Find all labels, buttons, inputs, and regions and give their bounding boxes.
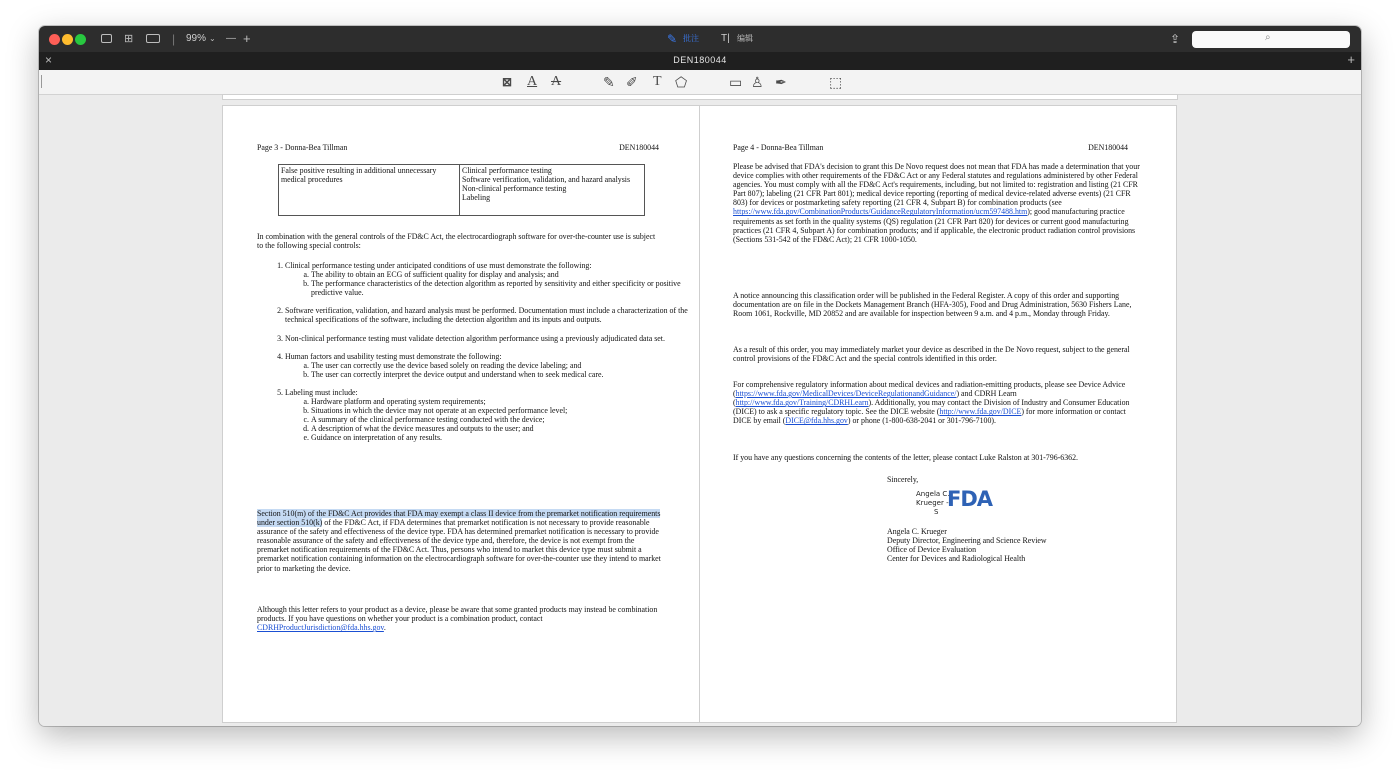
document-tab[interactable]: DEN180044 — [673, 55, 727, 65]
grid-view-icon[interactable]: ⊞ — [124, 33, 134, 45]
page-header-left: Page 4 - Donna-Bea Tillman — [733, 143, 824, 152]
titlebar — [39, 26, 1361, 52]
pencil-tool-icon[interactable]: ✎ — [603, 74, 615, 90]
fda-logo: FDA — [947, 487, 993, 511]
sub-list-item: e. Guidance on interpretation of any results. — [311, 433, 689, 442]
new-tab-button[interactable]: + — [1347, 52, 1355, 67]
app-window — [39, 26, 1361, 726]
list-item-text: Human factors and usability testing must demonstrate the following: — [285, 351, 502, 361]
sub-list-item: a. The user can correctly use the device based solely on reading the device labeling; and — [311, 361, 689, 370]
device-advice-link[interactable]: https://www.fda.gov/MedicalDevices/DeviceRegulationandGuidance/ — [735, 389, 957, 399]
underline-tool-icon[interactable]: A — [527, 74, 538, 89]
list-item — [285, 261, 689, 297]
chevron-down-icon[interactable]: ⌄ — [209, 34, 216, 43]
sub-list-item: c. A summary of the clinical performance testing conducted with the device; — [311, 415, 689, 424]
list-item-text: Non-clinical performance testing must validate detection algorithm performance using a previously adjudicated data set. — [285, 333, 665, 343]
signer-center: Center for Devices and Radiological Health — [887, 554, 1026, 564]
federal-register-paragraph: A notice announcing this classification order will be published in the Federal Register. A copy of this order and supporting documentation are on file in the Dockets Management Branch (HFA-305), Food and Drug Administration, 5630 Fishers Lane, Room 1061, Rockville, MD 20852 and are available for inspection between 9 a.m. and 4 p.m., Monday through Friday. — [733, 291, 1132, 319]
table-line: Non-clinical performance testing — [462, 184, 567, 194]
page-layout-icon[interactable] — [146, 34, 160, 43]
tab-bar — [39, 52, 1361, 70]
signer-office: Office of Device Evaluation — [887, 545, 977, 555]
search-input[interactable] — [1192, 31, 1350, 48]
table-line: Clinical performance testing — [462, 166, 552, 175]
combination-products-link[interactable]: https://www.fda.gov/CombinationProducts/GuidanceRegulatoryInformation/ucm597488.htm — [733, 207, 1028, 217]
sub-list-item: b. Situations in which the device may not operate at an expected performance level; — [311, 406, 689, 415]
list-item — [285, 306, 689, 324]
close-window-button[interactable] — [49, 34, 60, 45]
previous-page-bottom — [223, 95, 1177, 99]
paragraph-text: of the FD&C Act, if FDA determines that premarket notification is not necessary to provide reasonable assurance of the safety and effectiveness of the device type. FDA has determined premarket notification is necessary to provide reasonable assurance of the safety and effectiveness of the device type and, therefore, the device is not exempt from the premarket notification requirements of the FD&C Act. Thus, persons who intend to market this device type must submit a premarket notification containing information on the electrocardiograph software for over-the-counter use they intend to market prior to marketing the device. — [257, 518, 661, 573]
dice-email-link[interactable]: DICE@fda.hhs.gov — [785, 416, 848, 426]
list-item-text: Software verification, validation, and hazard analysis must be performed. Documentation must include a characterization of the technical specifications of the software, including the detection algorithm and its inputs and outputs. — [285, 306, 688, 325]
section-510m-paragraph — [257, 509, 663, 573]
paragraph-text: ); good manufacturing practice requirements as set forth in the quality systems (QS) regulation (21 CFR Part 820) for devices or current good manufacturing practices (21 CFR 4, Subpart A) for combination products; and if applicable, the electronic product radiation control provisions (Sections 531-542 of the FD&C Act); 21 CFR 1000-1050. — [733, 207, 1136, 244]
edit-tab[interactable]: 编辑 — [737, 34, 753, 43]
zoom-out-button[interactable]: — — [226, 33, 236, 44]
paragraph-text: ) and CDRH Learn ( — [733, 389, 1017, 408]
left-edge-divider — [41, 75, 42, 88]
market-device-paragraph: As a result of this order, you may immediately market your device as described in the De Novo request, subject to the general control provisions of the FD&C Act and the special controls identified in this order. — [733, 345, 1130, 364]
paragraph-text: . — [383, 623, 386, 633]
text-box-tool-icon[interactable]: ⊠ — [502, 75, 513, 89]
cdrh-learn-link[interactable]: http://www.fda.gov/Training/CDRHLearn — [735, 398, 869, 408]
sub-list-item: a. The ability to obtain an ECG of sufficient quality for display and analysis; and — [311, 270, 689, 279]
sub-list-item: b. The performance characteristics of the detection algorithm as reported by sensitivity and either specificity or positive predictive value. — [311, 279, 689, 297]
table-cell-risk: False positive resulting in additional unnecessary medical procedures — [279, 165, 460, 216]
page-4 — [700, 106, 1176, 722]
list-item — [285, 334, 689, 343]
text-tool-icon[interactable]: T — [653, 74, 662, 89]
risk-mitigation-table — [278, 164, 645, 216]
minimize-window-button[interactable] — [62, 34, 73, 45]
combination-product-paragraph — [257, 605, 663, 632]
sub-list-item: d. A description of what the device measures and outputs to the user; and — [311, 424, 689, 433]
share-icon[interactable]: ⇪ — [1170, 32, 1181, 46]
sidebar-toggle-icon[interactable] — [101, 34, 112, 43]
list-item-text: Clinical performance testing under anticipated conditions of use must demonstrate the following: — [285, 261, 592, 270]
page-header-right: DEN180044 — [1088, 143, 1128, 152]
toolbar-divider: | — [172, 32, 176, 46]
highlighter-tool-icon[interactable]: ✐ — [626, 74, 638, 90]
special-controls-intro: In combination with the general controls of the FD&C Act, the electrocardiograph software for over-the-counter use is subject to the following special controls: — [257, 232, 656, 251]
dice-website-link[interactable]: http://www.fda.gov/DICE — [939, 407, 1022, 417]
paragraph-text: ) for more information or contact DICE by email ( — [733, 407, 1126, 426]
paragraph-text: For comprehensive regulatory information about medical devices and radiation-emitting products, please see Device Advice ( — [733, 380, 1126, 399]
signer-block — [887, 527, 1047, 563]
close-tab-icon[interactable]: × — [45, 53, 53, 67]
list-item-text: Labeling must include: — [285, 387, 358, 397]
strikethrough-tool-icon[interactable]: A — [551, 74, 562, 89]
sub-list-item: b. The user can correctly interpret the device output and understand when to seek medical care. — [311, 370, 689, 379]
paragraph-text: ). Additionally, you may contact the Division of Industry and Consumer Education (DICE) to ask a specific regulatory topic. See the DICE website ( — [733, 398, 1130, 417]
search-icon: ⌕ — [1265, 32, 1271, 43]
page-3 — [223, 106, 699, 722]
contact-paragraph: If you have any questions concerning the contents of the letter, please contact Luke Ralston at 301-796-6362. — [733, 453, 1079, 462]
zoom-in-button[interactable]: + — [243, 31, 251, 46]
paragraph-text: Please be advised that FDA's decision to grant this De Novo request does not mean that FDA has made a determination that your device complies with other requirements of the FD&C Act or any Federal statutes and regulations administered by other Federal agencies. You must comply with all the FD&C Act's requirements, including, but not limited to: registration and listing (21 CFR Part 807); labeling (21 CFR Part 801); medical device reporting (reporting of medical device-related adverse events) (21 CFR 803) for devices or postmarketing safety reporting (21 CFR 4, Subpart B) for combination products (see — [733, 162, 1140, 208]
stamp-tool-icon[interactable]: ♙ — [751, 74, 764, 90]
regulatory-info-paragraph — [733, 380, 1143, 425]
note-tool-icon[interactable]: ▭ — [729, 74, 743, 90]
signer-name: Angela C. Krueger — [887, 527, 947, 536]
page-header-left: Page 3 - Donna-Bea Tillman — [257, 143, 348, 152]
highlighted-text[interactable]: Section 510(m) of the FD&C Act provides that FDA may exempt a class II device from the premarket notification requirements under section 510(k) — [257, 509, 661, 528]
signer-title: Deputy Director, Engineering and Science Review — [887, 536, 1047, 546]
sub-list — [285, 270, 689, 297]
annotate-pen-icon[interactable]: ✎ — [667, 32, 678, 46]
signature-line: Krueger - — [916, 499, 949, 507]
signature-line: Angela C. — [916, 490, 950, 498]
table-cell-mitigation — [460, 165, 645, 216]
zoom-window-button[interactable] — [75, 34, 86, 45]
page-header-right: DEN180044 — [619, 143, 659, 152]
jurisdiction-email-link[interactable]: CDRHProductJurisdiction@fda.hhs.gov — [257, 623, 384, 633]
annotation-toolbar — [39, 70, 1361, 95]
edit-text-icon[interactable]: T| — [721, 33, 730, 44]
document-viewport[interactable] — [39, 95, 1361, 726]
sub-list — [285, 397, 689, 442]
signature-line: S — [934, 508, 939, 516]
annotate-tab[interactable]: 批注 — [683, 34, 699, 43]
digital-signature-name — [916, 490, 950, 517]
list-item — [285, 388, 689, 443]
zoom-level[interactable]: 99% — [186, 33, 207, 44]
paragraph-text: Although this letter refers to your product as a device, please be aware that some granted products may instead be combination products. If you have questions on whether your product is a combination product, contact — [257, 605, 658, 624]
compliance-paragraph — [733, 162, 1143, 244]
table-line: Software verification, validation, and hazard analysis — [462, 175, 631, 185]
list-item — [285, 352, 689, 379]
sub-list — [285, 361, 689, 379]
shape-tool-icon[interactable]: ⬠ — [675, 74, 688, 90]
table-row — [279, 165, 645, 216]
signature-tool-icon[interactable]: ✒ — [775, 74, 787, 90]
closing-sincerely: Sincerely, — [887, 475, 919, 484]
crop-selection-tool-icon[interactable]: ⬚ — [829, 74, 843, 90]
special-controls-list — [257, 261, 689, 452]
table-line: Labeling — [462, 193, 491, 203]
paragraph-text: ) or phone (1-800-638-2041 or 301-796-7100). — [847, 416, 997, 426]
sub-list-item: a. Hardware platform and operating system requirements; — [311, 397, 689, 406]
